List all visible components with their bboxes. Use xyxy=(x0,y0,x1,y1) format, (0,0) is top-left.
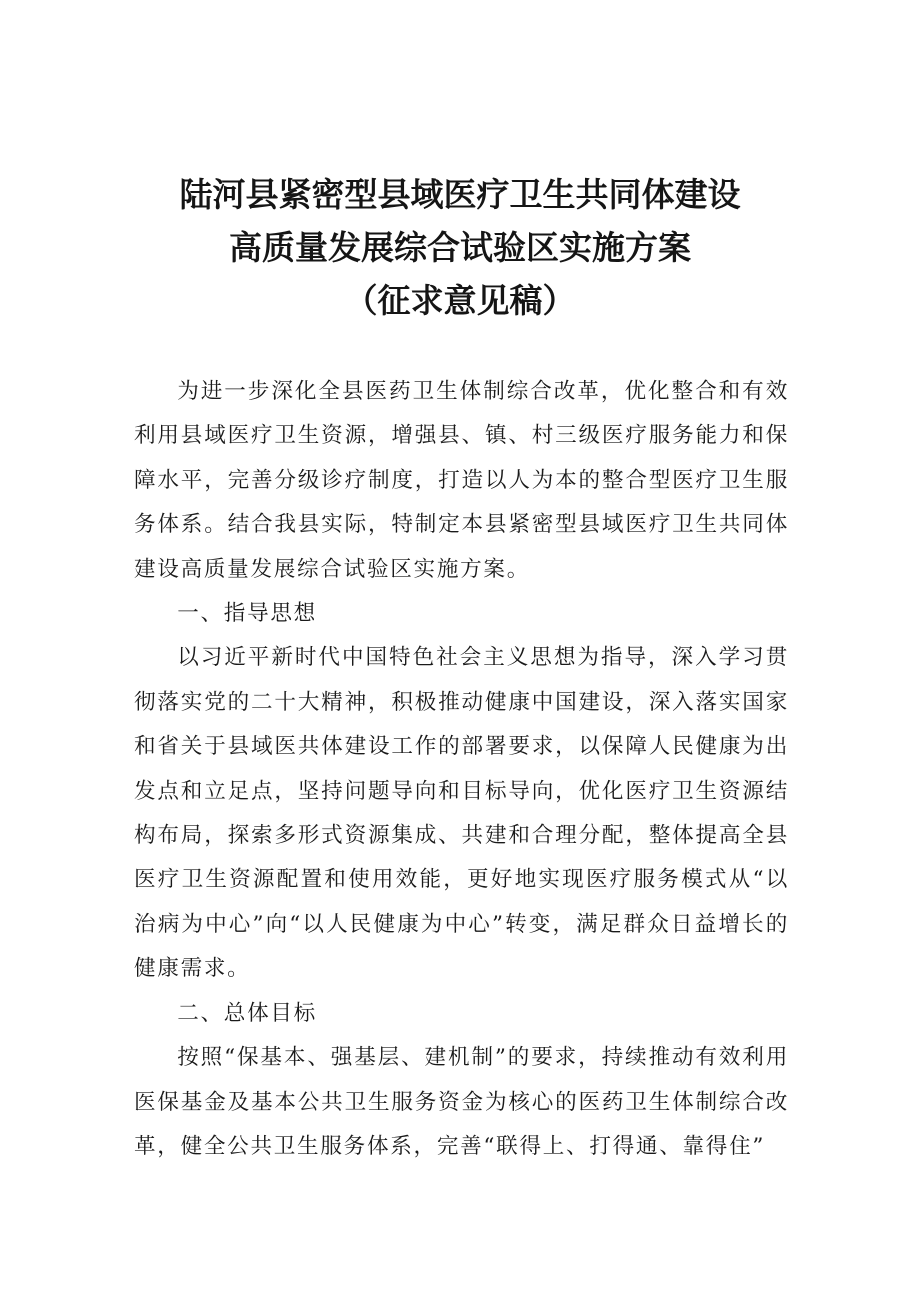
section-paragraph-overall-goals: 按照“保基本、强基层、建机制”的要求，持续推动有效利用医保基金及基本公共卫生服务资金为核心的医药卫生体制综合改革，健全公共卫生服务体系，完善“联得上、打得通、靠得住” xyxy=(134,1045,789,1159)
document-body xyxy=(134,370,789,1169)
section-paragraph-guiding-ideology: 以习近平新时代中国特色社会主义思想为指导，深入学习贯彻落实党的二十大精神，积极推动健康中国建设，深入落实国家和省关于县域医共体建设工作的部署要求，以保障人民健康为出发点和立足点，坚持问题导向和目标导向，优化医疗卫生资源结构布局，探索多形式资源集成、共建和合理分配，整体提高全县医疗卫生资源配置和使用效能，更好地实现医疗服务模式从“以治病为中心”向“以人民健康为中心”转变，满足群众日益增长的健康需求。 xyxy=(134,645,789,982)
title-line-1: 陆河县紧密型县域医疗卫生共同体建设 xyxy=(179,175,741,214)
title-line-2: 高质量发展综合试验区实施方案 xyxy=(229,228,691,267)
section-heading-guiding-ideology: 一、指导思想 xyxy=(177,601,317,627)
document-title xyxy=(0,168,920,327)
intro-paragraph: 为进一步深化全县医药卫生体制综合改革，优化整合和有效利用县域医疗卫生资源，增强县、镇、村三级医疗服务能力和保障水平，完善分级诊疗制度，打造以人为本的整合型医疗卫生服务体系。结合我县实际，特制定本县紧密型县域医疗卫生共同体建设高质量发展综合试验区实施方案。 xyxy=(134,379,789,582)
section-heading-overall-goals: 二、总体目标 xyxy=(177,1000,317,1026)
title-line-3-subtitle: （征求意见稿） xyxy=(344,281,576,320)
